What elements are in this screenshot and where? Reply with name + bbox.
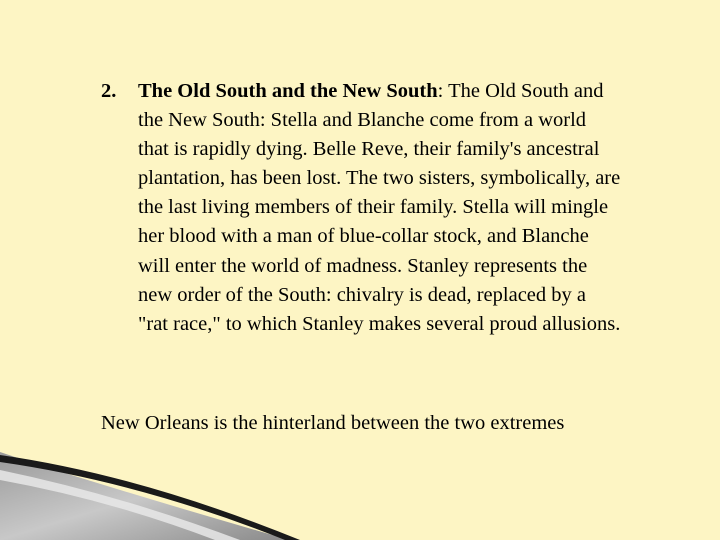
corner-gray-band: [0, 452, 290, 540]
corner-dark-swoosh: [0, 455, 300, 540]
closing-paragraph: New Orleans is the hinterland between the two extremes: [101, 412, 565, 434]
list-item-heading: The Old South and the New South: [138, 80, 438, 102]
list-item-number: 2.: [101, 80, 117, 102]
list-item-separator: :: [437, 80, 449, 102]
corner-light-swoosh: [0, 470, 240, 540]
list-item-body: The Old South and the New South: Stella and Blanche come from a world that is rapidly dying. Belle Reve, their family's ancestral plantation, has been lost. The two sisters, symbolically, are the last living members of their family. Stella will mingle her blood with a man of blue-collar stock, and Blanche will enter the world of madness. Stanley represents the new order of the South: chivalry is dead, replaced by a "rat race," to which Stanley makes several proud allusions.: [138, 80, 621, 335]
list-item-old-south-new-south: [101, 77, 621, 339]
list-item-text: [138, 77, 621, 339]
